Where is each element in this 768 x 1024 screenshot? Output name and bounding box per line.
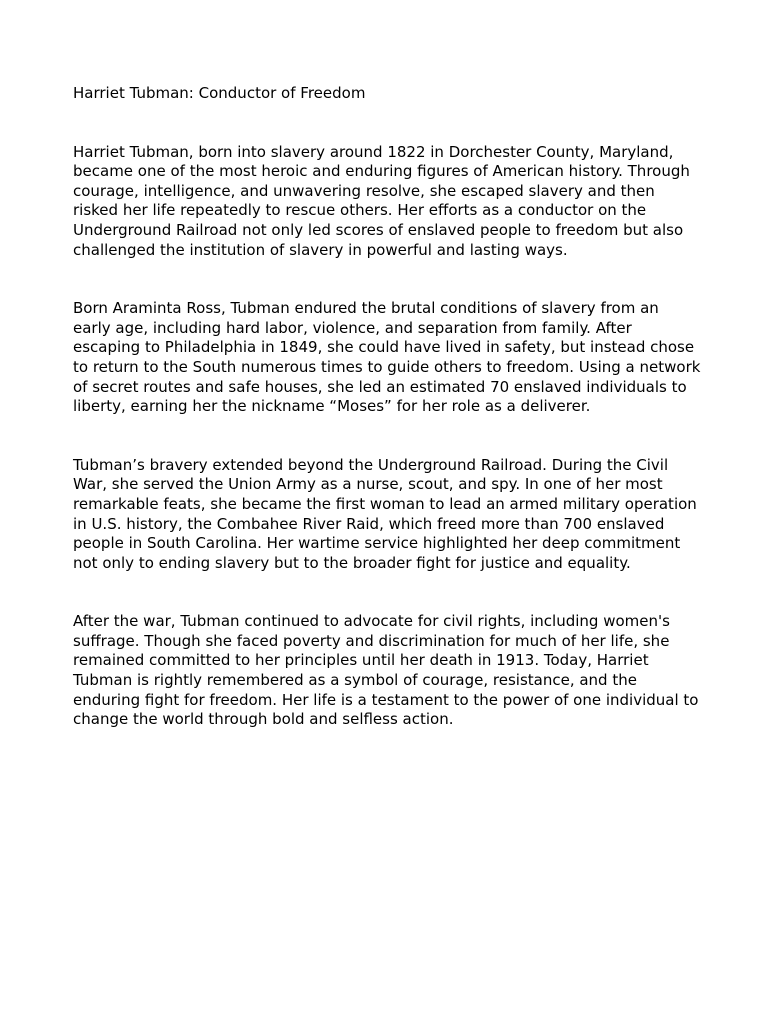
paragraph-civil-war: Tubman’s bravery extended beyond the Underground Railroad. During the Civil War, she served the Union Army as a nurse, scout, and spy. In one of her most remarkable feats, she became the first woman to lead an armed military operation in U.S. history, the Combahee River Raid, which freed more than 700 enslaved people in South Carolina. Her wartime service highlighted her deep commitment not only to ending slavery but to the broader fight for justice and equality. <box>73 455 697 572</box>
paragraph-early-life: Born Araminta Ross, Tubman endured the brutal conditions of slavery from an early age, including hard labor, violence, and separation from family. After escaping to Philadelphia in 1849, she could have lived in safety, but instead chose to return to the South numerous times to guide others to freedom. Using a network of secret routes and safe houses, she led an estimated 70 enslaved individuals to liberty, earning her the nickname “Moses” for her role as a deliverer. <box>73 299 701 416</box>
paragraph-intro: Harriet Tubman, born into slavery around 1822 in Dorchester County, Maryland, became one of the most heroic and enduring figures of American history. Through courage, intelligence, and unwavering resolve, she escaped slavery and then risked her life repeatedly to rescue others. Her efforts as a conductor on the Underground Railroad not only led scores of enslaved people to freedom but also challenged the institution of slavery in powerful and lasting ways. <box>73 142 690 259</box>
paragraph-legacy: After the war, Tubman continued to advocate for civil rights, including women's suffrage. Though she faced poverty and discrimination for much of her life, she remained committed to her principles until her death in 1913. Today, Harriet Tubman is rightly remembered as a symbol of courage, resistance, and the enduring fight for freedom. Her life is a testament to the power of one individual to change the world through bold and selfless action. <box>73 612 699 729</box>
document-title: Harriet Tubman: Conductor of Freedom <box>73 84 366 102</box>
document-body <box>73 84 701 730</box>
